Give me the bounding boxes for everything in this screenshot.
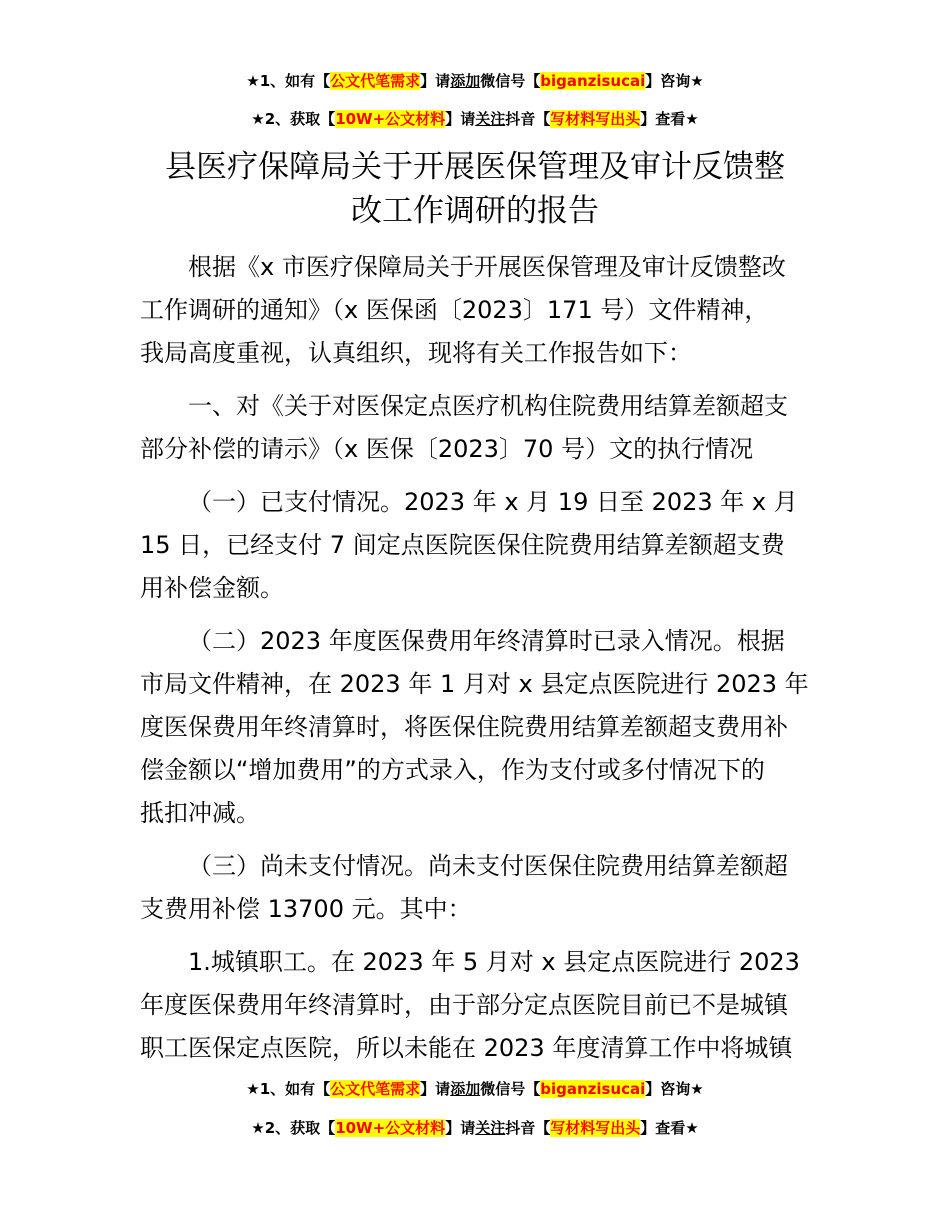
promo-line-top-1 [0,70,950,91]
section-heading: 一、对《关于对医保定点医疗机构住院费用结算差额超支 [188,392,788,420]
promo-highlight: biganzisucai [540,72,646,90]
document-title-line-1: 县医疗保障局关于开展医保管理及审计反馈整 [165,149,785,185]
promo-underlined: 关注 [475,1119,506,1137]
promo-text: 】请 [445,110,476,128]
promo-highlight: 10W+公文材料 [335,1119,446,1137]
promo-highlight: 写材料写出头 [550,1119,641,1137]
promo-line-bottom-2 [0,1117,950,1138]
body-line: 年度医保费用年终清算时，由于部分定点医院目前已不是城镇 [140,991,788,1019]
promo-text: 】查看★ [640,1119,699,1137]
promo-highlight: 公文代笔需求 [330,1080,421,1098]
promo-highlight: biganzisucai [540,1080,646,1098]
body-line: 1.城镇职工。在 2023 年 5 月对 x 县定点医院进行 2023 [188,948,800,976]
body-line: 根据《x 市医疗保障局关于开展医保管理及审计反馈整改 [188,253,786,281]
promo-text: 】查看★ [640,110,699,128]
promo-highlight: 公文代笔需求 [330,72,421,90]
promo-highlight: 10W+公文材料 [335,110,446,128]
promo-text: 微信号【 [480,1080,541,1098]
promo-text: 抖音【 [505,110,551,128]
promo-underlined: 添加 [450,72,481,90]
promo-text: ★1、如有【 [246,1080,331,1098]
promo-text: ★1、如有【 [246,72,331,90]
promo-highlight: 写材料写出头 [550,110,641,128]
body-line: 市局文件精神，在 2023 年 1 月对 x 县定点医院进行 2023 年 [140,670,809,698]
promo-text: 微信号【 [480,72,541,90]
promo-text: 抖音【 [505,1119,551,1137]
promo-text: 】请 [420,1080,451,1098]
body-line: （一）已支付情况。2023 年 x 月 19 日至 2023 年 x 月 [188,488,798,516]
body-line: （三）尚未支付情况。尚未支付医保住院费用结算差额超 [188,852,788,880]
body-line: 支费用补偿 13700 元。其中： [140,895,472,923]
body-line: 职工医保定点医院，所以未能在 2023 年度清算工作中将城镇 [140,1034,793,1062]
promo-underlined: 添加 [450,1080,481,1098]
document-title-line-2: 改工作调研的报告 [351,193,599,229]
promo-text: 】咨询★ [645,72,704,90]
body-line: 度医保费用年终清算时，将医保住院费用结算差额超支费用补 [140,713,788,741]
body-line: 工作调研的通知》（x 医保函〔2023〕171 号）文件精神， [140,296,769,324]
promo-text: 】咨询★ [645,1080,704,1098]
body-line: 15 日，已经支付 7 间定点医院医保住院费用结算差额超支费 [140,531,785,559]
promo-line-top-2 [0,108,950,129]
body-line: 偿金额以“增加费用”的方式录入，作为支付或多付情况下的 [140,756,765,784]
promo-text: ★2、获取【 [251,1119,336,1137]
promo-text: ★2、获取【 [251,110,336,128]
body-line: （二）2023 年度医保费用年终清算时已录入情况。根据 [188,627,785,655]
body-line: 我局高度重视，认真组织，现将有关工作报告如下： [140,339,692,367]
promo-underlined: 关注 [475,110,506,128]
promo-text: 】请 [420,72,451,90]
body-line: 抵扣冲减。 [140,799,260,827]
promo-text: 】请 [445,1119,476,1137]
promo-line-bottom-1 [0,1078,950,1099]
section-heading: 部分补偿的请示》（x 医保〔2023〕70 号）文的执行情况 [140,435,754,463]
body-line: 用补偿金额。 [140,574,284,602]
